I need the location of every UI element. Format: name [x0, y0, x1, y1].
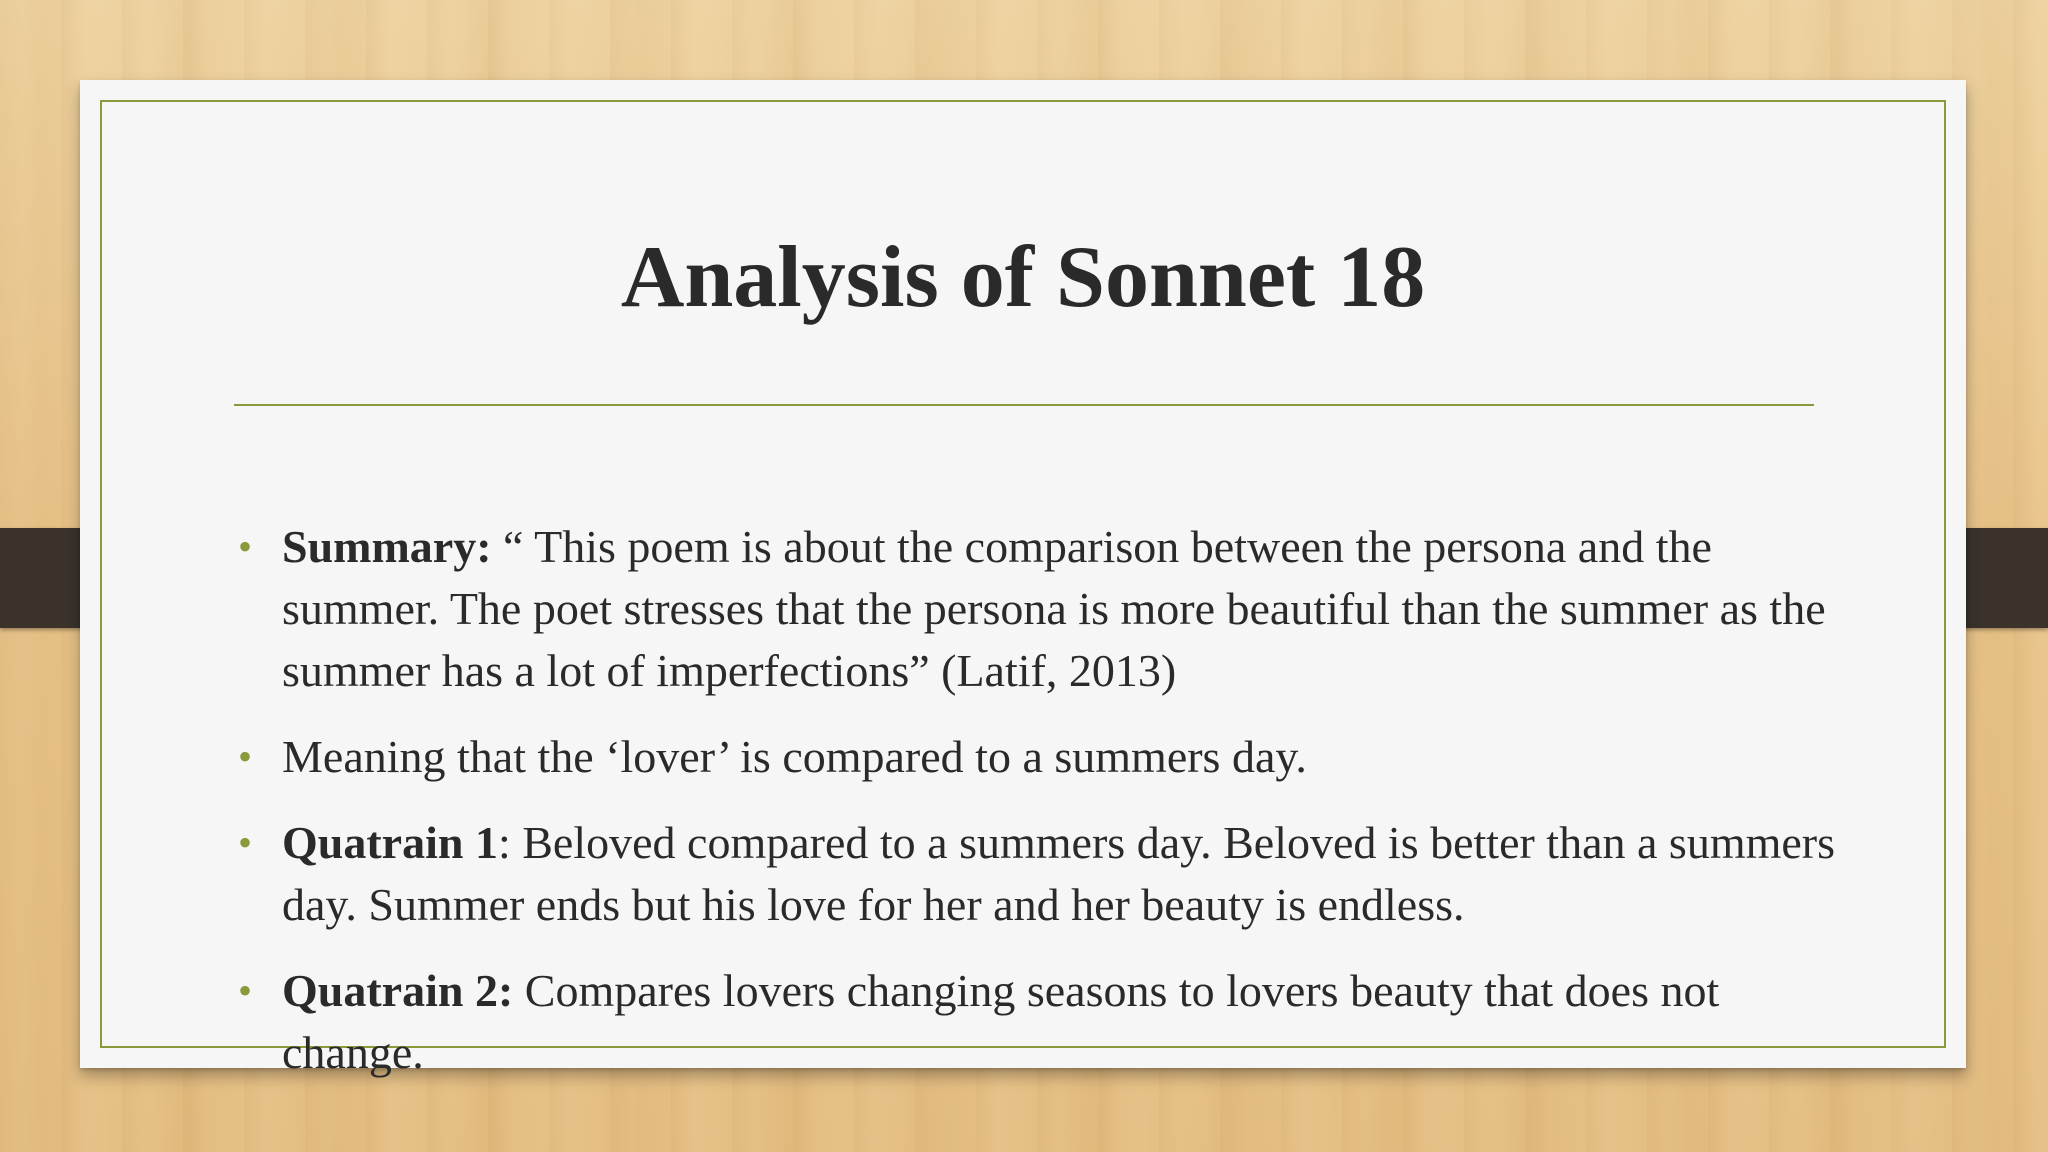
bullet-list [238, 516, 1842, 1108]
bullet-quatrain-2 [238, 960, 1842, 1084]
bullet-label: Quatrain 1 [282, 817, 498, 868]
bullet-text: : Beloved compared to a summers day. Beloved is better than a summers day. Summer ends but his love for her and her beauty is endless. [282, 817, 1836, 930]
slide-title: Analysis of Sonnet 18 [620, 229, 1426, 326]
title-divider [234, 404, 1814, 406]
bullet-text: Meaning that the ‘lover’ is compared to a summers day. [282, 731, 1307, 782]
bullet-dot-icon: • [238, 968, 253, 1013]
bullet-meaning [238, 726, 1842, 788]
bullet-dot-icon: • [238, 524, 253, 569]
bullet-text: “ This poem is about the comparison between the persona and the summer. The poet stresses that the persona is more beautiful than the summer as the summer has a lot of imperfections” (Latif, 2013) [282, 521, 1826, 696]
bullet-dot-icon: • [238, 734, 253, 779]
bullet-dot-icon: • [238, 820, 253, 865]
bullet-quatrain-1 [238, 812, 1842, 936]
bullet-text: Compares lovers changing seasons to lovers beauty that does not change. [282, 965, 1720, 1078]
bullet-label: Quatrain 2: [282, 965, 514, 1016]
slide-card [80, 80, 1966, 1078]
bullet-summary [238, 516, 1842, 702]
bullet-label: Summary: [282, 521, 492, 572]
